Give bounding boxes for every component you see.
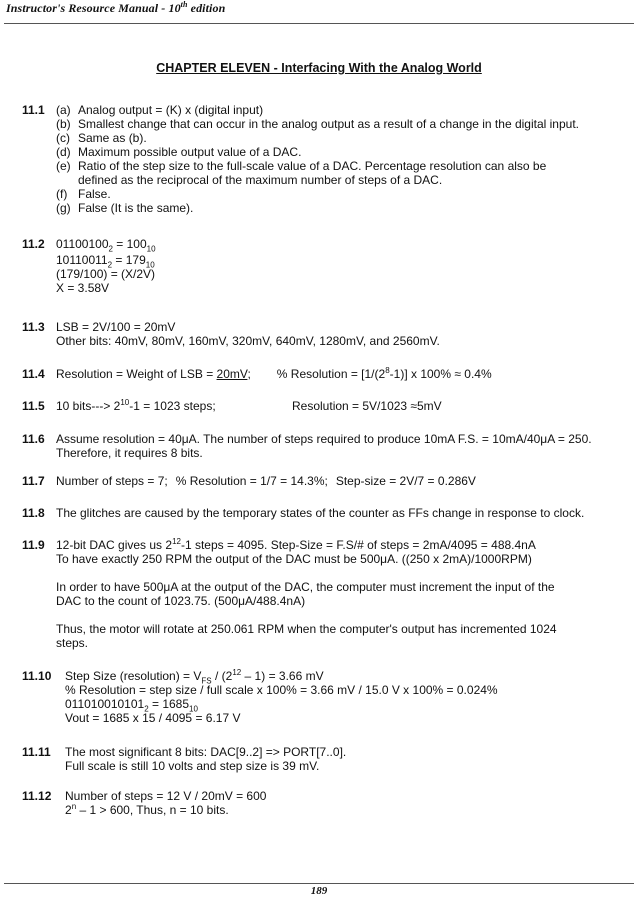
answer-number: 11.11: [22, 745, 51, 759]
header-rule: [4, 23, 634, 24]
answer-number: 11.8: [22, 506, 45, 520]
list-item: (d) Maximum possible output value of a DAC.: [56, 145, 302, 159]
answer-number: 11.9: [22, 538, 45, 552]
footer-rule: [4, 883, 634, 884]
answer-number: 11.5: [22, 399, 45, 413]
list-item: (a) Analog output = (K) x (digital input): [56, 103, 264, 117]
answer-number: 11.10: [22, 669, 52, 683]
answer-number: 11.6: [22, 432, 45, 446]
list-item: (c) Same as (b).: [56, 131, 147, 145]
list-item: (e) Ratio of the step size to the full-scale value of a DAC. Percentage resolution can also be defined as the reciprocal of the maximum number of steps of a DAC.: [56, 159, 547, 187]
page-number: 189: [310, 885, 328, 897]
list-item: (g) False (It is the same).: [56, 201, 194, 215]
answer-number: 11.1: [22, 103, 45, 117]
list-item: (f) False.: [56, 187, 111, 201]
list-item: (b) Smallest change that can occur in the analog output as a result of a change in the digital input.: [56, 117, 579, 131]
running-header: Instructor's Resource Manual - 10th edition: [6, 0, 226, 15]
answer-number: 11.4: [22, 367, 45, 381]
chapter-title: CHAPTER ELEVEN - Interfacing With the Analog World: [156, 61, 482, 75]
answer-number: 11.2: [22, 237, 45, 251]
answer-number: 11.3: [22, 320, 45, 334]
answer-number: 11.12: [22, 789, 52, 803]
answer-number: 11.7: [22, 474, 45, 488]
